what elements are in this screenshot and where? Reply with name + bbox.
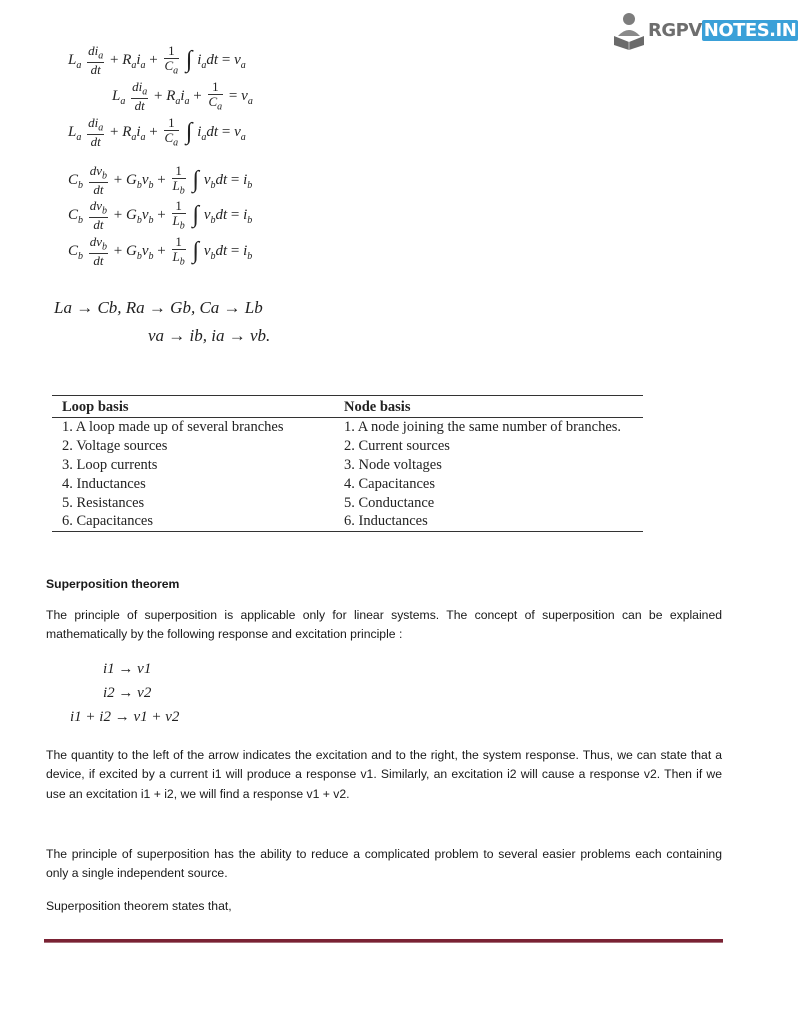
duality-mapping-line-2: va → ib, ia → vb. xyxy=(148,326,271,345)
table-cell: 6. Inductances xyxy=(334,512,643,531)
relation-1: i1 → v1 xyxy=(103,661,152,677)
footer-divider xyxy=(44,939,723,943)
table-cell: 3. Loop currents xyxy=(62,456,158,473)
table-cell: 5. Conductance xyxy=(344,494,435,511)
table-row xyxy=(52,512,643,531)
table-header-loop-basis: Loop basis xyxy=(52,396,334,418)
paragraph-reduction: The principle of superposition has the ability to reduce a complicated problem to several easier problems each containing only a single independent source. xyxy=(46,847,722,881)
paragraph-excitation-response: The quantity to the left of the arrow indicates the excitation and to the right, the system response. Thus, we can state that a device, if excited by a current i1 will produce a response v1. Similarly, an excitation i2 will cause a response v2. Then if we use an excitation i1 + i2, we will find a response v1 + v2. xyxy=(46,748,722,801)
table-cell: 3. Node voltages xyxy=(344,456,442,473)
table-cell: 1. A loop made up of several branches xyxy=(62,419,284,436)
relation-2: i2 → v2 xyxy=(103,685,152,701)
table-cell: 1. A node joining the same number of branches. xyxy=(344,419,622,436)
table-header-node-basis: Node basis xyxy=(334,396,643,418)
table-row xyxy=(52,493,643,512)
paragraph-theorem-statement: Superposition theorem states that, xyxy=(46,899,232,913)
table-row xyxy=(52,418,643,437)
table-cell: 2. Current sources xyxy=(344,438,450,455)
section-heading: Superposition theorem xyxy=(46,577,180,591)
table-cell: 2. Voltage sources xyxy=(62,438,168,455)
duality-table xyxy=(52,395,643,532)
relation-3: i1 + i2 → v1 + v2 xyxy=(70,709,180,725)
loop-equation-3: $L_a$ $\frac{di_a}{dt}$ + $R_ai_a$ + $\frac{1}{C_a}$ ∫ $i_adt = v_a$ xyxy=(68,115,246,150)
logo-text: RGPV NOTES.IN xyxy=(648,20,797,41)
table-cell: 5. Resistances xyxy=(62,494,145,511)
rgpvnotes-logo xyxy=(612,12,797,52)
duality-mapping-line-1: La → Cb, Ra → Gb, Ca → Lb xyxy=(54,298,263,317)
table-cell: 6. Capacitances xyxy=(52,512,334,531)
table-row xyxy=(52,474,643,493)
reader-icon xyxy=(612,12,646,50)
table-row xyxy=(52,456,643,475)
loop-equation-1: $L_a$ $\frac{di_a}{dt}$ + $R_ai_a$ + $\frac{1}{C_a}$ ∫ $i_adt = v_a$ xyxy=(68,43,246,78)
table-cell: 4. Capacitances xyxy=(344,475,435,492)
table-cell: 4. Inductances xyxy=(62,475,146,492)
loop-equation-2: $L_a$ $\frac{di_a}{dt}$ + $R_ai_a$ + $\frac{1}{C_a}$ = $v_a$ xyxy=(112,79,253,114)
node-equation-1: $C_b$ $\frac{dv_b}{dt}$ + $G_bv_b$ + $\frac{1}{L_b}$ ∫ $v_bdt = i_b$ xyxy=(68,163,253,198)
table-header-row xyxy=(52,396,643,418)
table-row xyxy=(52,437,643,456)
paragraph-intro: The principle of superposition is applicable only for linear systems. The concept of superposition can be explained mathematically by the following response and excitation principle : xyxy=(46,608,722,642)
node-equation-2: $C_b$ $\frac{dv_b}{dt}$ + $G_bv_b$ + $\frac{1}{L_b}$ ∫ $v_bdt = i_b$ xyxy=(68,198,253,233)
node-equation-3: $C_b$ $\frac{dv_b}{dt}$ + $G_bv_b$ + $\frac{1}{L_b}$ ∫ $v_bdt = i_b$ xyxy=(68,234,253,269)
